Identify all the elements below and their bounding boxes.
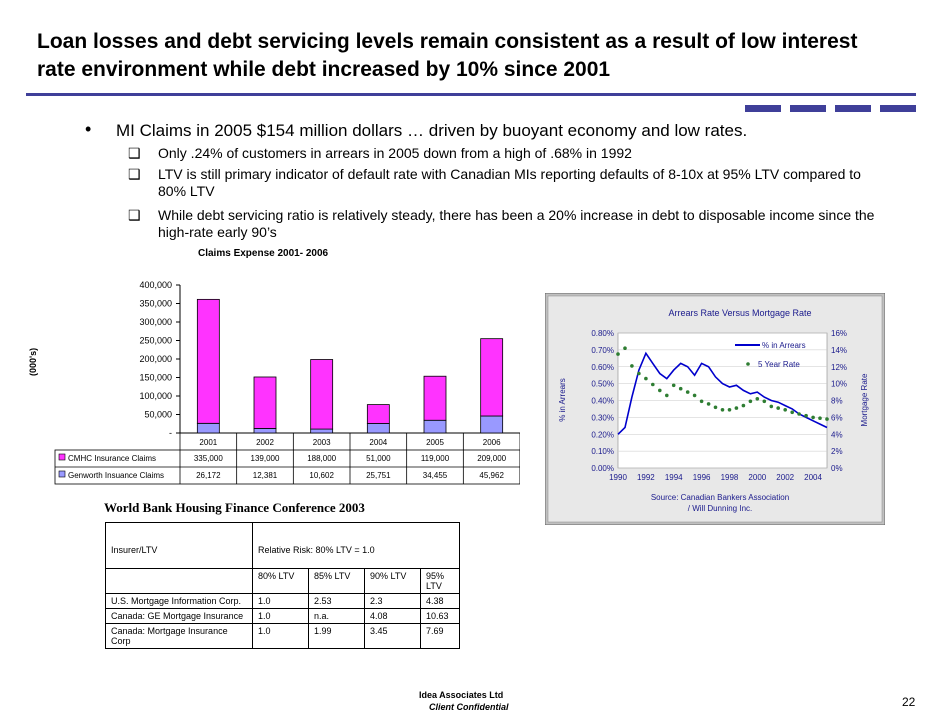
table-cell: 2.53 xyxy=(309,594,365,609)
table-cell: 7.69 xyxy=(421,624,460,649)
table-header-insurer: Insurer/LTV xyxy=(106,523,253,569)
x-tick-label: 1996 xyxy=(692,473,711,482)
left-tick-label: 0.10% xyxy=(591,447,614,457)
rate-series-point xyxy=(811,416,815,420)
title-divider xyxy=(26,93,916,96)
left-tick-label: 0.50% xyxy=(591,379,614,389)
table-cell: 1.0 xyxy=(253,594,309,609)
rate-series-point xyxy=(686,390,690,394)
rate-series-point xyxy=(797,412,801,416)
left-tick-label: 0.20% xyxy=(591,430,614,440)
data-label: 25,751 xyxy=(366,471,391,480)
right-tick-label: 4% xyxy=(831,430,843,440)
rate-series-point xyxy=(749,400,753,404)
x-tick-label: 2003 xyxy=(312,438,331,447)
right-tick-label: 16% xyxy=(831,329,848,338)
y-tick-label: 400,000 xyxy=(139,280,172,290)
rate-series-point xyxy=(756,397,760,401)
rate-series-point xyxy=(700,400,704,404)
claims-axis-label: (000's) xyxy=(28,347,38,376)
rate-series-point xyxy=(763,400,767,404)
right-axis-label: Mortgage Rate xyxy=(860,373,869,427)
cmhc-bar xyxy=(367,405,389,424)
sub-bullet-text: While debt servicing ratio is relatively steady, there has been a 20% increase in debt to disposable income since the high-rate early 90’s xyxy=(158,207,875,240)
x-tick-label: 2002 xyxy=(256,438,274,447)
genworth-bar xyxy=(311,429,333,433)
main-bullet-text: MI Claims in 2005 $154 million dollars … driven by buoyant economy and low rates. xyxy=(116,121,748,140)
data-label: 51,000 xyxy=(366,454,391,463)
table-cell-insurer: U.S. Mortgage Information Corp. xyxy=(106,594,253,609)
data-label: 45,962 xyxy=(479,471,504,480)
left-tick-label: 0.30% xyxy=(591,413,614,423)
rate-series-point xyxy=(776,406,780,410)
data-label: 26,172 xyxy=(196,471,221,480)
x-tick-label: 2001 xyxy=(199,438,218,447)
table-header-ltv: 80% LTV xyxy=(253,569,309,594)
right-tick-label: 12% xyxy=(831,362,848,372)
data-label: 12,381 xyxy=(252,471,278,480)
page-title: Loan losses and debt servicing levels remain consistent as a result of low interest rate environment while debt increased by 10% since 2001 xyxy=(37,30,858,81)
sub-bullet-text: Only .24% of customers in arrears in 2005 down from a high of .68% in 1992 xyxy=(158,145,632,161)
left-axis-label: % in Arrears xyxy=(558,378,567,422)
x-tick-label: 2000 xyxy=(748,473,767,482)
rate-series-point xyxy=(735,406,739,410)
page-number: 22 xyxy=(902,695,916,709)
decorative-dash xyxy=(880,105,916,112)
genworth-bar xyxy=(197,423,219,433)
table-header-ltv: 95% LTV xyxy=(421,569,460,594)
cmhc-bar xyxy=(424,376,446,420)
data-label: 188,000 xyxy=(307,454,337,463)
rate-series-point xyxy=(651,383,655,387)
genworth-legend-swatch xyxy=(59,471,65,477)
rate-series-point xyxy=(630,364,634,368)
table-cell-insurer: Canada: GE Mortgage Insurance xyxy=(106,609,253,624)
chart-source: Source: Canadian Bankers Association xyxy=(650,493,790,502)
claims-chart-title: Claims Expense 2001- 2006 xyxy=(198,248,329,259)
rate-series-point xyxy=(707,402,711,406)
checkbox-icon: ❑ xyxy=(128,207,141,223)
x-tick-label: 2004 xyxy=(804,473,822,482)
decorative-dash xyxy=(790,105,826,112)
rate-series-point xyxy=(742,404,746,408)
genworth-bar xyxy=(367,423,389,433)
table-header-ltv: 90% LTV xyxy=(365,569,421,594)
y-tick-label: 150,000 xyxy=(139,372,172,383)
right-tick-label: 10% xyxy=(831,379,848,389)
chart-source: / Will Dunning Inc. xyxy=(687,504,753,513)
y-tick-label: 350,000 xyxy=(139,298,172,309)
x-tick-label: 1998 xyxy=(720,473,739,482)
table-cell: 3.45 xyxy=(365,624,421,649)
x-tick-label: 2002 xyxy=(776,473,795,482)
arrears-legend-label: % in Arrears xyxy=(762,341,806,350)
cmhc-bar xyxy=(197,299,219,423)
table-cell: n.a. xyxy=(309,609,365,624)
genworth-bar xyxy=(481,416,503,433)
y-tick-label: 200,000 xyxy=(139,354,172,364)
data-label: 10,602 xyxy=(309,471,334,480)
table-cell xyxy=(106,569,253,594)
footer-note: Client Confidential xyxy=(429,702,509,712)
data-label: 34,455 xyxy=(422,471,448,480)
table-row xyxy=(106,624,460,649)
right-tick-label: 6% xyxy=(831,413,843,423)
genworth-bar xyxy=(254,428,276,433)
rate-series-point xyxy=(616,352,620,356)
rate-series-point xyxy=(672,384,676,388)
rate-series-point xyxy=(679,387,683,391)
x-tick-label: 1992 xyxy=(636,473,655,482)
x-tick-label: 2005 xyxy=(426,438,444,447)
rate-series-point xyxy=(721,408,725,412)
claims-bar-chart xyxy=(50,275,520,490)
legend-label: Genworth Insuance Claims xyxy=(68,471,165,480)
right-tick-label: 2% xyxy=(831,447,843,457)
table-cell: 10.63 xyxy=(421,609,460,624)
rate-series-point xyxy=(790,411,794,415)
left-tick-label: 0.00% xyxy=(591,464,614,473)
data-label: 209,000 xyxy=(477,454,507,463)
rate-legend-label: 5 Year Rate xyxy=(758,360,800,369)
rate-series-point xyxy=(665,394,669,398)
data-label: 119,000 xyxy=(420,454,450,463)
table-row xyxy=(106,594,460,609)
rate-legend-marker xyxy=(746,362,750,366)
table-cell-insurer: Canada: Mortgage Insurance Corp xyxy=(106,624,253,649)
data-label: 335,000 xyxy=(193,454,223,463)
rate-series-point xyxy=(728,408,732,412)
data-label: 139,000 xyxy=(250,454,280,463)
cmhc-bar xyxy=(481,339,503,416)
table-cell: 4.38 xyxy=(421,594,460,609)
rate-series-point xyxy=(825,417,829,421)
y-tick-label: 300,000 xyxy=(139,317,172,327)
y-tick-label: - xyxy=(169,428,172,438)
left-tick-label: 0.70% xyxy=(591,345,614,355)
table-cell: 1.99 xyxy=(309,624,365,649)
checkbox-icon: ❑ xyxy=(128,166,141,182)
y-tick-label: 50,000 xyxy=(144,409,172,420)
table-cell: 4.08 xyxy=(365,609,421,624)
y-tick-label: 100,000 xyxy=(139,391,172,401)
table-cell: 1.0 xyxy=(253,624,309,649)
cmhc-bar xyxy=(254,377,276,428)
sub-bullet-text: LTV is still primary indicator of default rate with Canadian MIs reporting defaults of 8-10x at 95% LTV compared to 80% LTV xyxy=(158,166,861,199)
bullet-icon: • xyxy=(85,119,92,139)
rate-series-point xyxy=(658,389,662,393)
left-tick-label: 0.80% xyxy=(591,329,614,338)
table-header-risk: Relative Risk: 80% LTV = 1.0 xyxy=(253,523,460,569)
right-tick-label: 8% xyxy=(831,396,843,406)
table-cell: 1.0 xyxy=(253,609,309,624)
rate-series-point xyxy=(714,406,718,410)
x-tick-label: 2004 xyxy=(369,438,388,447)
right-tick-label: 14% xyxy=(831,345,848,355)
rate-series-point xyxy=(770,405,774,409)
table-title: World Bank Housing Finance Conference 2003 xyxy=(104,500,365,515)
genworth-bar xyxy=(424,420,446,433)
sub-bullet xyxy=(128,166,888,200)
chart-title: Arrears Rate Versus Mortgage Rate xyxy=(668,308,812,318)
x-tick-label: 2006 xyxy=(482,438,501,447)
rate-series-point xyxy=(804,414,808,418)
left-tick-label: 0.40% xyxy=(591,396,614,406)
rate-series-point xyxy=(623,346,627,350)
sub-bullet xyxy=(128,207,888,241)
x-tick-label: 1990 xyxy=(609,473,627,482)
decorative-dash xyxy=(835,105,871,112)
sub-bullet xyxy=(128,145,888,162)
table-cell: 2.3 xyxy=(365,594,421,609)
rate-series-point xyxy=(818,416,822,420)
relative-risk-table xyxy=(105,522,460,649)
rate-series-point xyxy=(637,372,641,376)
checkbox-icon: ❑ xyxy=(128,145,141,161)
x-tick-label: 1994 xyxy=(664,473,683,482)
y-tick-label: 250,000 xyxy=(139,335,172,346)
table-header-ltv: 85% LTV xyxy=(309,569,365,594)
left-tick-label: 0.60% xyxy=(591,362,614,372)
decorative-dash xyxy=(745,105,781,112)
table-row xyxy=(106,609,460,624)
legend-label: CMHC Insurance Claims xyxy=(68,454,157,463)
footer-company: Idea Associates Ltd xyxy=(419,690,504,700)
rate-series-point xyxy=(693,394,697,398)
right-tick-label: 0% xyxy=(831,464,843,473)
cmhc-legend-swatch xyxy=(59,454,65,460)
arrears-line-chart xyxy=(545,293,885,525)
rate-series-point xyxy=(783,408,787,412)
cmhc-bar xyxy=(311,360,333,430)
rate-series-point xyxy=(644,377,648,381)
